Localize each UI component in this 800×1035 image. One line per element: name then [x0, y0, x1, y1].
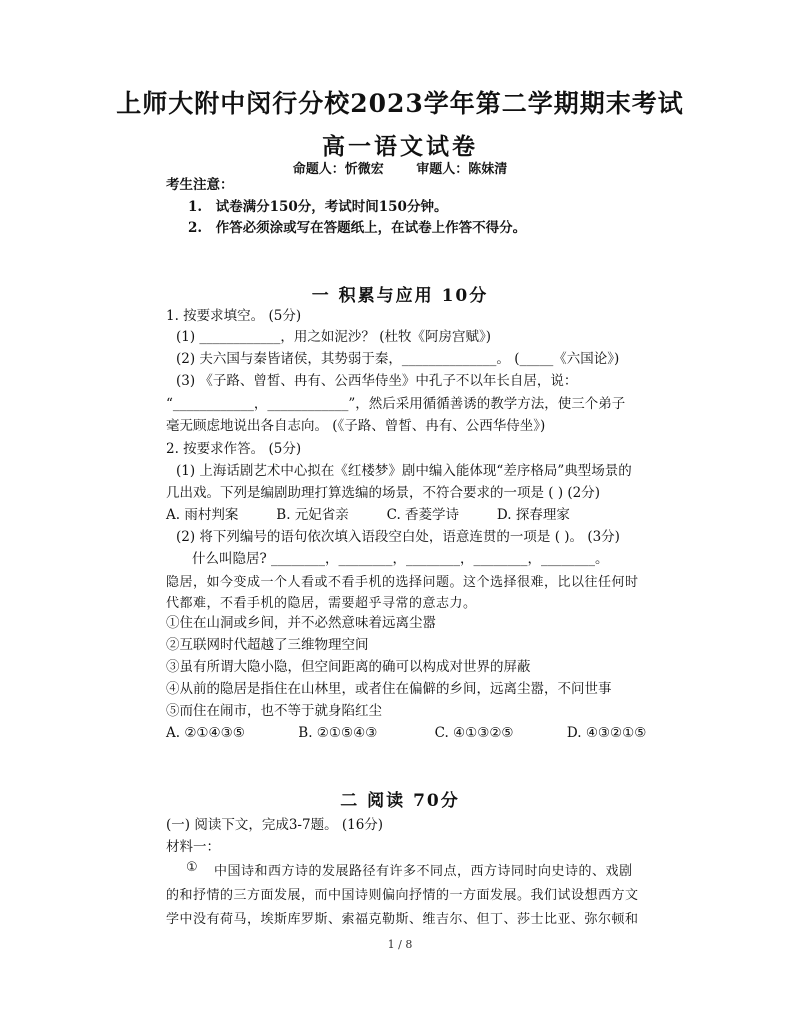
- question-1-line: (3) 《子路、曾皙、冉有、公西华侍坐》中孔子不以年长自居，说：: [176, 373, 578, 389]
- notice-item: 1. 试卷满分150分，考试时间150分钟。: [188, 199, 448, 215]
- passage-line: 代都难，不看手机的隐居，需要超乎寻常的意志力。: [166, 596, 477, 611]
- option-c: C. ④①③②⑤: [434, 725, 514, 741]
- reading-line: 学中没有荷马，埃斯库罗斯、索福克勒斯、维吉尔、但丁、莎士比亚、弥尔顿和: [166, 912, 639, 927]
- question-2-1-line: 几出戏。下列是编剧助理打算选编的场景，不符合要求的一项是 ( ) (2分): [166, 485, 601, 501]
- question-2-1-options: [166, 505, 570, 526]
- paragraph-number: ①: [186, 860, 199, 875]
- section-2-heading: 二 阅读 70分: [340, 791, 460, 811]
- question-1-line: (2) 夫六国与秦皆诸侯，其势弱于秦，______________。 (_____《六国论》): [176, 351, 620, 367]
- page-number: 1 / 8: [387, 938, 413, 951]
- question-2-1-line: (1) 上海话剧艺术中心拟在《红楼梦》剧中编入能体现“差序格局”典型场景的: [176, 463, 632, 479]
- setter-name: 命题人：忻微宏: [292, 162, 384, 177]
- reading-line: 中国诗和西方诗的发展路径有许多不同点，西方诗同时向史诗的、戏剧: [214, 864, 633, 879]
- sentence-item: ④从前的隐居是指住在山林里，或者住在偏僻的乡间，远离尘嚣，不问世事: [166, 681, 612, 697]
- question-1-line: 毫无顾虑地说出各自志向。 (《子路、曾皙、冉有、公西华侍坐》): [166, 418, 546, 434]
- sentence-item: ⑤而住在闹市，也不等于就身陷红尘: [166, 703, 382, 719]
- option-b: B. ②①⑤④③: [298, 725, 378, 741]
- option-a: A. 雨村判案: [166, 507, 239, 523]
- passage-line: 隐居，如今变成一个人看或不看手机的选择问题。这个选择很难，比以往任何时: [166, 575, 639, 590]
- notice-item: 2. 作答必须涂或写在答题纸上，在试卷上作答不得分。: [188, 220, 527, 236]
- material-label: 材料一：: [166, 839, 220, 855]
- question-2-stem: 2. 按要求作答。 (5分): [166, 441, 302, 457]
- option-d: D. 探春理家: [496, 507, 570, 523]
- exam-subtitle: 高一语文试卷: [322, 133, 478, 160]
- question-1-line: “____________，____________”，然后采用循循善诱的教学方法，使三个弟子: [166, 396, 626, 412]
- option-b: B. 元妃省亲: [276, 507, 349, 523]
- question-2-2-stem: (2) 将下列编号的语句依次填入语段空白处，语意连贯的一项是 ( )。 (3分): [176, 529, 620, 545]
- question-1-stem: 1. 按要求填空。 (5分): [166, 308, 302, 324]
- reviewer-name: 审题人：陈妹清: [416, 162, 508, 177]
- notice-heading: 考生注意：: [166, 177, 234, 193]
- option-a: A. ②①④③⑤: [166, 725, 245, 741]
- sentence-item: ②互联网时代超越了三维物理空间: [166, 637, 369, 653]
- option-d: D. ④③②①⑤: [566, 725, 647, 741]
- question-1-line: (1) ____________，用之如泥沙？ (杜牧《阿房宫赋》): [176, 329, 491, 345]
- section-1-heading: 一 积累与应用 10分: [311, 286, 489, 306]
- option-c: C. 香菱学诗: [386, 507, 460, 523]
- authors-line: [0, 158, 800, 177]
- sentence-item: ①住在山洞或乡间，并不必然意味着远离尘嚣: [166, 615, 436, 631]
- reading-line: 的和抒情的三方面发展，而中国诗则偏向抒情的一方面发展。我们试设想西方文: [166, 888, 639, 903]
- sentence-item: ③虽有所谓大隐小隐，但空间距离的确可以构成对世界的屏蔽: [166, 659, 531, 675]
- reading-part-1-stem: (一) 阅读下文，完成3-7题。 (16分): [166, 817, 384, 833]
- question-2-2-blanks: 什么叫隐居? ________，________，________，________，________。: [192, 551, 609, 567]
- question-2-2-options: [166, 723, 646, 744]
- exam-title: 上师大附中闵行分校2023学年第二学期期末考试: [116, 89, 684, 118]
